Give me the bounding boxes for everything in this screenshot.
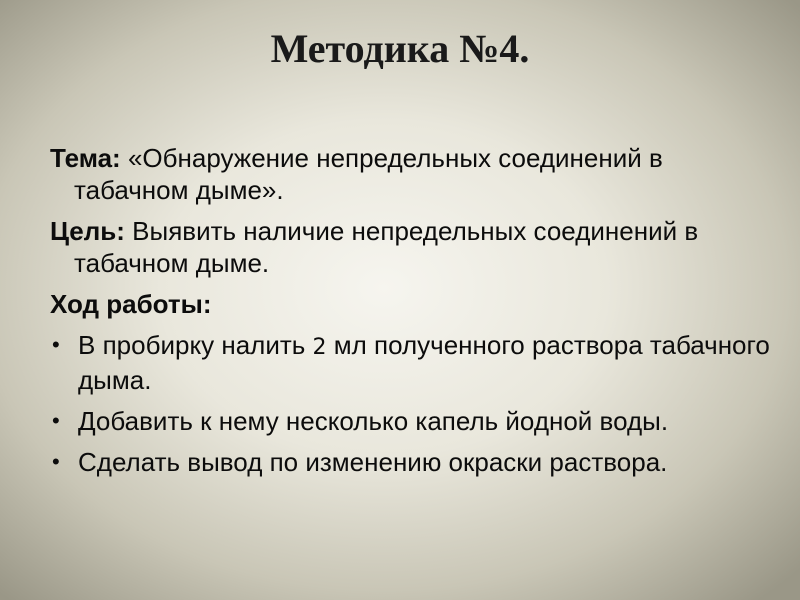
slide-content (50, 142, 770, 487)
list-item (50, 329, 770, 396)
list-item (50, 405, 770, 437)
procedure-label: Ход работы: (50, 289, 212, 319)
step-1-text-start: В пробирку налить (78, 330, 313, 360)
topic-paragraph (50, 142, 770, 206)
list-item (50, 446, 770, 478)
topic-label: Тема: (50, 143, 121, 173)
goal-paragraph (50, 215, 770, 279)
step-3-text: Сделать вывод по изменению окраски раствора. (78, 447, 668, 477)
bullet-icon: • (52, 449, 60, 474)
step-1-number: 2 (312, 335, 327, 360)
topic-text: «Обнаружение непредельных соединений в табачном дыме». (74, 143, 663, 205)
step-2-text: Добавить к нему несколько капель йодной воды. (78, 406, 669, 436)
step-1-text-end: мл полученного раствора табачного дыма. (78, 330, 770, 395)
goal-label: Цель: (50, 216, 125, 246)
goal-text: Выявить наличие непредельных соединений в табачном дыме. (74, 216, 699, 278)
bullet-icon: • (52, 408, 60, 433)
bullet-icon: • (52, 332, 60, 357)
slide-title: Методика №4. (270, 26, 530, 71)
procedure-heading (50, 288, 770, 320)
